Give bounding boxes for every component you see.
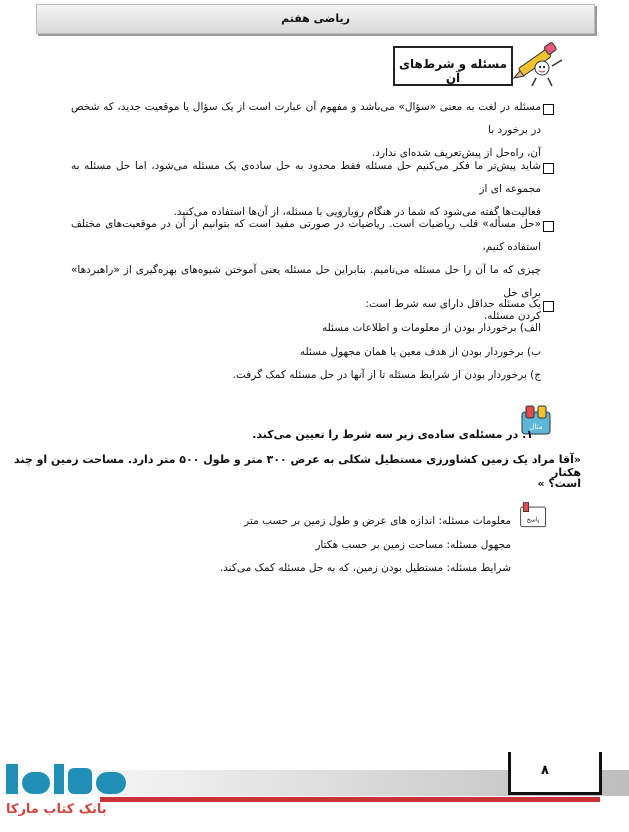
paragraph-line: کردن مسئله. [483, 310, 541, 322]
answer-line: معلومات مسئله: اندازه های عرض و طول زمین بر حسب متر [244, 515, 511, 527]
paragraph-line: آن، راه‌حل از پیش‌تعریف شده‌ای ندارد. [371, 147, 541, 159]
section-title: مسئله و شرط‌های آن [398, 57, 508, 85]
paragraph-line: شاید پیش‌تر ما فکر می‌کنیم حل مسئله فقط محدود به حل ساده‌ی یک مسئله می‌شود، اما حل مسئله به مجموعه ای از [71, 160, 541, 195]
example-icon-label: مثال [529, 423, 543, 431]
answer-line: مجهول مسئله: مساحت زمین بر حسب هکتار [315, 539, 511, 551]
bullet-checkbox-icon [543, 301, 554, 312]
paragraph-line: فعالیت‌ها گفته می‌شود که شما در هنگام رویارویی با مسئله، از آن‌ها استفاده می‌کنید. [173, 206, 541, 218]
example-prompt: ۱. در مسئله‌ی ساده‌ی زیر سه شرط را تعیین می‌کند. [252, 428, 533, 441]
header-bar [36, 4, 595, 34]
watermark-text: بانک کتاب مارکا [6, 802, 107, 817]
bullet-checkbox-icon [543, 104, 554, 115]
paragraph-line: «حل مسأله» قلب ریاضیات است. ریاضیات در صورتی مفید است که بتوانیم از آن در موقعیت‌های مختلف استفاده کنیم، [71, 218, 541, 253]
answer-icon-label: پاسخ [526, 516, 540, 524]
paragraph-3 [71, 213, 541, 328]
answer-icon [518, 500, 550, 532]
condition-item: ب) برخوردار بودن از هدف معین یا همان مجهول مسئله [299, 346, 541, 358]
example-question-line: است؟ » [537, 477, 581, 490]
conditions-intro: یک مسئله حداقل دارای سه شرط است: [365, 298, 541, 310]
paragraph-line: مسئله در لغت به معنی «سؤال» می‌باشد و مفهوم آن عبارت است از یک سؤال یا موقعیت جدید، که شخص در برخورد با [71, 101, 541, 136]
publisher-logo [4, 758, 130, 798]
paragraph-line: چیزی که ما آن را حل مسئله می‌نامیم. بنابراین حل مسئله یعنی آموختن شیوه‌های بهره‌گیری از «راهبردها» برای حل [71, 264, 541, 299]
page-number: ۸ [541, 763, 549, 778]
page-header-title: ریاضی هفتم [281, 12, 350, 25]
footer-red-line [100, 797, 600, 802]
bullet-checkbox-icon [543, 163, 554, 174]
bullet-checkbox-icon [543, 221, 554, 232]
pencil-mascot-icon [512, 38, 564, 90]
example-question-line: «آقا مراد یک زمین کشاورزی مستطیل شکلی به عرض ۳۰۰ متر و طول ۵۰۰ متر دارد. مساحت زمین او چند هکتار [13, 453, 581, 479]
condition-item: ج) برخوردار بودن از شرایط مسئله تا از آنها در حل مسئله کمک گرفت. [232, 369, 541, 381]
answer-line: شرایط مسئله: مستطیل بودن زمین، که به حل مسئله کمک می‌کند. [219, 562, 511, 574]
section-title-box [393, 46, 513, 86]
condition-item: الف) برخوردار بودن از معلومات و اطلاعات مسئله [321, 322, 541, 334]
